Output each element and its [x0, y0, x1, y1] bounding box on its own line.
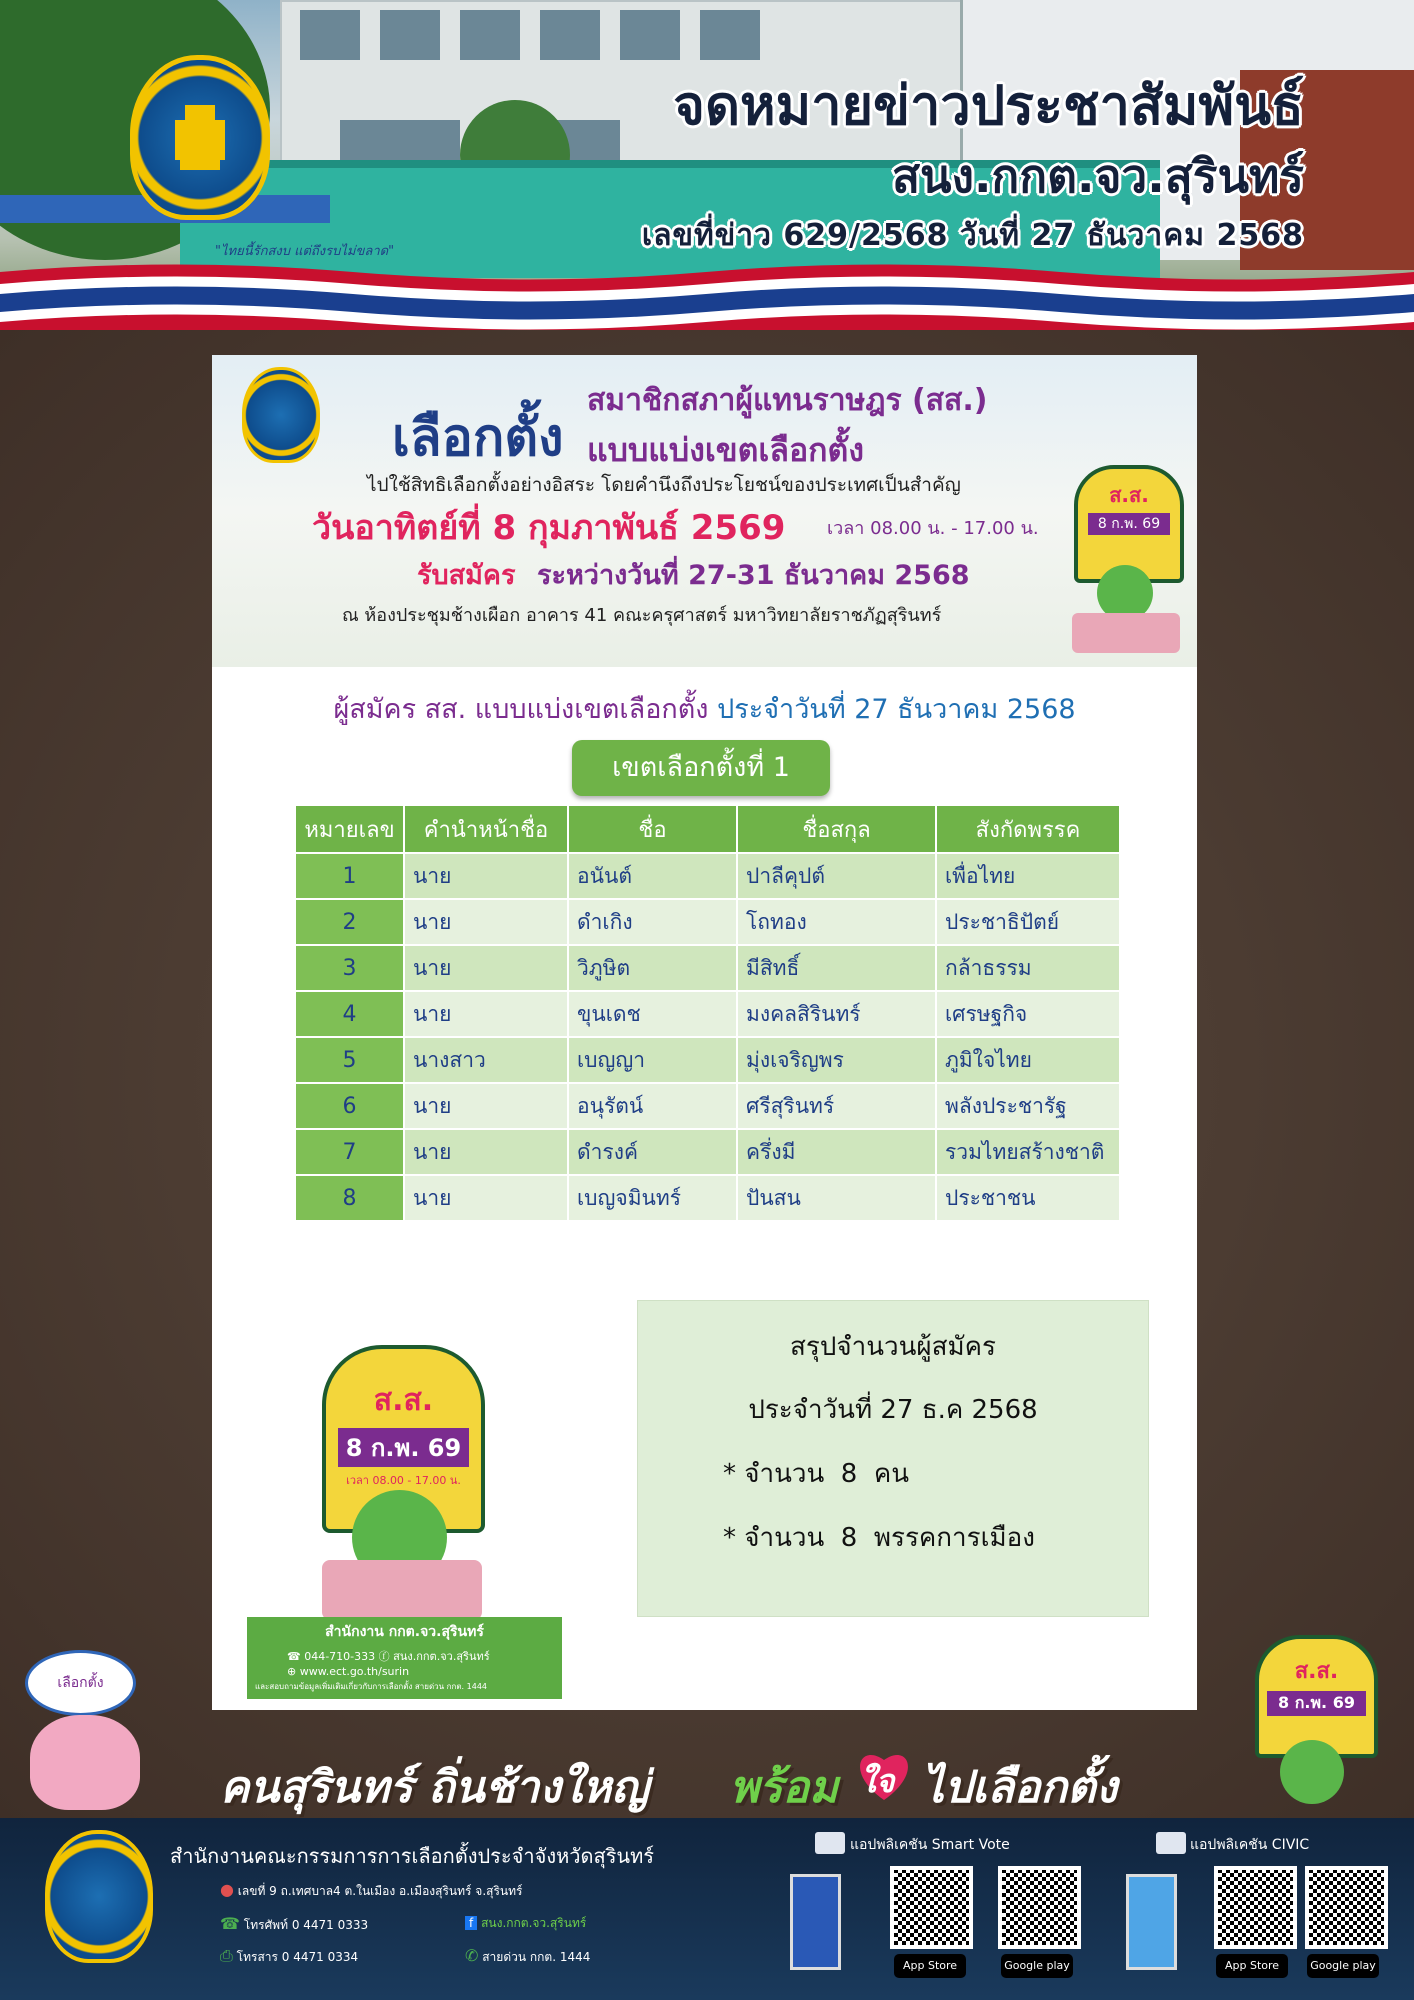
cell-last-name: โถทอง — [738, 900, 935, 944]
cell-title: นาย — [405, 1084, 567, 1128]
slogan-part3: ไปเลือกตั้ง — [922, 1762, 1118, 1813]
header-number: หมายเลข — [296, 806, 403, 852]
smart-vote-app-icon — [815, 1832, 845, 1854]
smart-vote-appstore-qr[interactable] — [890, 1866, 973, 1949]
section-heading-prefix: ผู้สมัคร สส. แบบแบ่งเขตเลือกตั้ง — [333, 694, 709, 725]
office-name: สนง.กกต.จว.สุรินทร์ — [891, 149, 1304, 203]
cell-party: รวมไทยสร้างชาติ — [937, 1130, 1119, 1174]
cell-party: เพื่อไทย — [937, 854, 1119, 898]
banner-seal-logo — [242, 367, 320, 463]
table-row — [296, 854, 1119, 898]
cell-number: 2 — [296, 900, 403, 944]
cell-last-name: มงคลสิรินทร์ — [738, 992, 935, 1036]
cell-first-name: เบญญา — [569, 1038, 736, 1082]
contact-note: และสอบถามข้อมูลเพิ่มเติมเกี่ยวกับการเลือกตั้ง สายด่วน กกต. 1444 — [255, 1682, 487, 1691]
location-pin-icon: ● — [220, 1880, 234, 1899]
cell-first-name: อนันต์ — [569, 854, 736, 898]
footer — [0, 1818, 1414, 2000]
window — [300, 10, 360, 60]
summary-title: สรุปจำนวนผู้สมัคร — [790, 1332, 996, 1362]
summary-party-count: * จำนวน 8 พรรคการเมือง — [723, 1523, 1035, 1553]
summary-date: ประจำวันที่ 27 ธ.ค 2568 — [748, 1395, 1038, 1425]
table-row — [296, 1084, 1119, 1128]
window — [540, 10, 600, 60]
section-heading — [212, 687, 1197, 730]
civic-googleplay-badge[interactable]: Google play — [1307, 1954, 1379, 1978]
contact-facebook: สนง.กกต.จว.สุรินทร์ — [393, 1650, 490, 1663]
footer-facebook-line[interactable] — [465, 1914, 586, 1933]
contact-web[interactable]: www.ect.go.th/surin — [299, 1665, 410, 1678]
cell-first-name: ดำรงค์ — [569, 1130, 736, 1174]
venue: ณ ห้องประชุมช้างเผือก อาคาร 41 คณะครุศาสตร์ มหาวิทยาลัยราชภัฏสุรินทร์ — [342, 605, 942, 626]
cell-number: 6 — [296, 1084, 403, 1128]
cell-first-name: วิภูษิต — [569, 946, 736, 990]
contact-web-line — [287, 1665, 562, 1678]
window — [460, 10, 520, 60]
footer-address: เลขที่ 9 ถ.เทศบาล4 ต.ในเมือง อ.เมืองสุรินทร์ จ.สุรินทร์ — [237, 1884, 523, 1898]
mascot-title: ส.ส. — [1109, 483, 1149, 507]
window — [700, 10, 760, 60]
poster-mascot-time: เวลา 08.00 - 17.00 น. — [346, 1474, 461, 1487]
app1-label: แอปพลิเคชัน Smart Vote — [850, 1837, 1010, 1853]
civic-appstore-qr[interactable] — [1214, 1866, 1297, 1949]
footer-fax: โทรสาร 0 4471 0334 — [236, 1950, 359, 1964]
section-heading-date: ประจำวันที่ 27 ธันวาคม 2568 — [717, 694, 1076, 725]
slogan-heart-text: ใจ — [860, 1762, 895, 1800]
civic-appstore-badge[interactable]: App Store — [1216, 1954, 1288, 1978]
cell-party: ประชาชน — [937, 1176, 1119, 1220]
cell-first-name: ขุนเดช — [569, 992, 736, 1036]
table-header-row — [296, 806, 1119, 852]
contact-phone: 044-710-333 — [304, 1650, 376, 1663]
summary-box — [637, 1300, 1149, 1617]
facebook-icon: f — [465, 1916, 477, 1930]
register-dates: ระหว่างวันที่ 27-31 ธันวาคม 2568 — [537, 560, 970, 591]
cell-title: นาย — [405, 900, 567, 944]
web-icon: ⊕ — [287, 1665, 297, 1678]
cell-number: 7 — [296, 1130, 403, 1174]
cell-party: พลังประชารัฐ — [937, 1084, 1119, 1128]
header-first-name: ชื่อ — [569, 806, 736, 852]
cell-last-name: ปาลีคุปต์ — [738, 854, 935, 898]
thai-flag-wave — [0, 262, 1414, 340]
elephant-speech-bubble: เลือกตั้ง — [25, 1650, 136, 1716]
cell-title: นางสาว — [405, 1038, 567, 1082]
footer-fax-line — [220, 1946, 358, 1967]
cell-title: นาย — [405, 946, 567, 990]
table-row — [296, 900, 1119, 944]
footer-hotline: สายด่วน กกต. 1444 — [482, 1950, 591, 1964]
header-photo — [0, 0, 1414, 340]
cell-first-name: อนุรัตน์ — [569, 1084, 736, 1128]
poster-mascot-date: 8 ก.พ. 69 — [338, 1428, 469, 1467]
cell-last-name: ปันสน — [738, 1176, 935, 1220]
banner-line2: แบบแบ่งเขตเลือกตั้ง — [587, 431, 864, 469]
table-row — [296, 1038, 1119, 1082]
cell-title: นาย — [405, 1176, 567, 1220]
election-date: วันอาทิตย์ที่ 8 กุมภาพันธ์ 2569 — [312, 508, 786, 548]
app2-label: แอปพลิเคชัน CIVIC — [1190, 1837, 1310, 1853]
right-mascot-title: ส.ส. — [1294, 1659, 1339, 1684]
civic-app-icon — [1156, 1832, 1186, 1854]
slogan-part1: คนสุรินทร์ ถิ่นช้างใหญ่ — [220, 1762, 649, 1813]
summary-candidate-count: * จำนวน 8 คน — [723, 1459, 910, 1489]
mascot-date: 8 ก.พ. 69 — [1088, 513, 1170, 535]
poster-mascot-base — [322, 1560, 482, 1620]
banner-line1: สมาชิกสภาผู้แทนราษฎร (สส.) — [587, 383, 988, 418]
cell-party: ประชาธิปัตย์ — [937, 900, 1119, 944]
cell-party: ภูมิใจไทย — [937, 1038, 1119, 1082]
election-word: เลือกตั้ง — [392, 408, 564, 468]
hotline-icon: ✆ — [465, 1946, 479, 1965]
cell-title: นาย — [405, 992, 567, 1036]
cell-number: 4 — [296, 992, 403, 1036]
footer-hotline-line — [465, 1946, 590, 1967]
cell-last-name: มุ่งเจริญพร — [738, 1038, 935, 1082]
cell-first-name: ดำเกิง — [569, 900, 736, 944]
table-row — [296, 992, 1119, 1036]
banner-line3: ไปใช้สิทธิเลือกตั้งอย่างอิสระ โดยคำนึงถึงประโยชน์ของประเทศเป็นสำคัญ — [367, 474, 961, 496]
smart-vote-appstore-badge[interactable]: App Store — [894, 1954, 966, 1978]
footer-org: สำนักงานคณะกรรมการการเลือกตั้งประจำจังหวัดสุรินทร์ — [170, 1844, 655, 1868]
cell-last-name: ศรีสุรินทร์ — [738, 1084, 935, 1128]
cell-number: 3 — [296, 946, 403, 990]
cell-title: นาย — [405, 1130, 567, 1174]
right-mascot-icon — [1280, 1740, 1344, 1804]
fax-icon: ⎙ — [220, 1946, 233, 1965]
cell-last-name: ครึ่งมี — [738, 1130, 935, 1174]
newsletter-title: จดหมายข่าวประชาสัมพันธ์ — [673, 74, 1304, 137]
right-mascot-date: 8 ก.พ. 69 — [1267, 1691, 1366, 1716]
window — [380, 10, 440, 60]
phone-icon: ☎ — [287, 1650, 301, 1663]
cell-number: 5 — [296, 1038, 403, 1082]
header-party: สังกัดพรรค — [937, 806, 1119, 852]
election-banner — [212, 355, 1197, 667]
facebook-icon: ⓕ — [378, 1650, 390, 1663]
slogan-part2: พร้อม — [730, 1762, 839, 1813]
district-badge: เขตเลือกตั้งที่ 1 — [572, 740, 830, 796]
smart-vote-phone-icon — [790, 1874, 841, 1970]
seal-emblem-icon — [135, 60, 265, 215]
table-row — [296, 1176, 1119, 1220]
poster — [212, 355, 1197, 1710]
ect-seal-logo — [130, 55, 270, 220]
footer-phone: โทรศัพท์ 0 4471 0333 — [243, 1918, 369, 1932]
mascot-base — [1072, 613, 1180, 653]
footer-seal-logo — [45, 1830, 153, 1963]
register-label: รับสมัคร — [417, 560, 516, 591]
smart-vote-googleplay-badge[interactable]: Google play — [1001, 1954, 1073, 1978]
candidate-table — [294, 804, 1121, 1222]
cell-number: 1 — [296, 854, 403, 898]
election-time: เวลา 08.00 น. - 17.00 น. — [827, 518, 1039, 539]
contact-office: สำนักงาน กกต.จว.สุรินทร์ — [325, 1624, 484, 1640]
table-row — [296, 1130, 1119, 1174]
news-number: เลขที่ข่าว 629/2568 วันที่ 27 ธันวาคม 2568 — [641, 218, 1304, 253]
building-slogan: "ไทยนี้รักสงบ แต่ถึงรบไม่ขลาด" — [215, 244, 395, 259]
header-title: คำนำหน้าชื่อ — [405, 806, 567, 852]
contact-card — [247, 1617, 562, 1699]
cell-party: เศรษฐกิจ — [937, 992, 1119, 1036]
cell-party: กล้าธรรม — [937, 946, 1119, 990]
smart-vote-googleplay-qr[interactable] — [998, 1866, 1081, 1949]
window — [620, 10, 680, 60]
cell-number: 8 — [296, 1176, 403, 1220]
cell-first-name: เบญจมินทร์ — [569, 1176, 736, 1220]
footer-address-line — [220, 1880, 522, 1901]
footer-facebook[interactable]: สนง.กกต.จว.สุรินทร์ — [481, 1916, 587, 1930]
poster-mascot-title: ส.ส. — [373, 1383, 434, 1418]
elephant-mascot-icon — [30, 1715, 140, 1810]
footer-phone-line — [220, 1914, 368, 1935]
contact-line — [287, 1647, 562, 1665]
header-last-name: ชื่อสกุล — [738, 806, 935, 852]
phone-icon: ☎ — [220, 1914, 240, 1933]
cell-last-name: มีสิทธิ์ — [738, 946, 935, 990]
cell-title: นาย — [405, 854, 567, 898]
civic-googleplay-qr[interactable] — [1305, 1866, 1388, 1949]
table-row — [296, 946, 1119, 990]
civic-phone-icon — [1126, 1874, 1177, 1970]
